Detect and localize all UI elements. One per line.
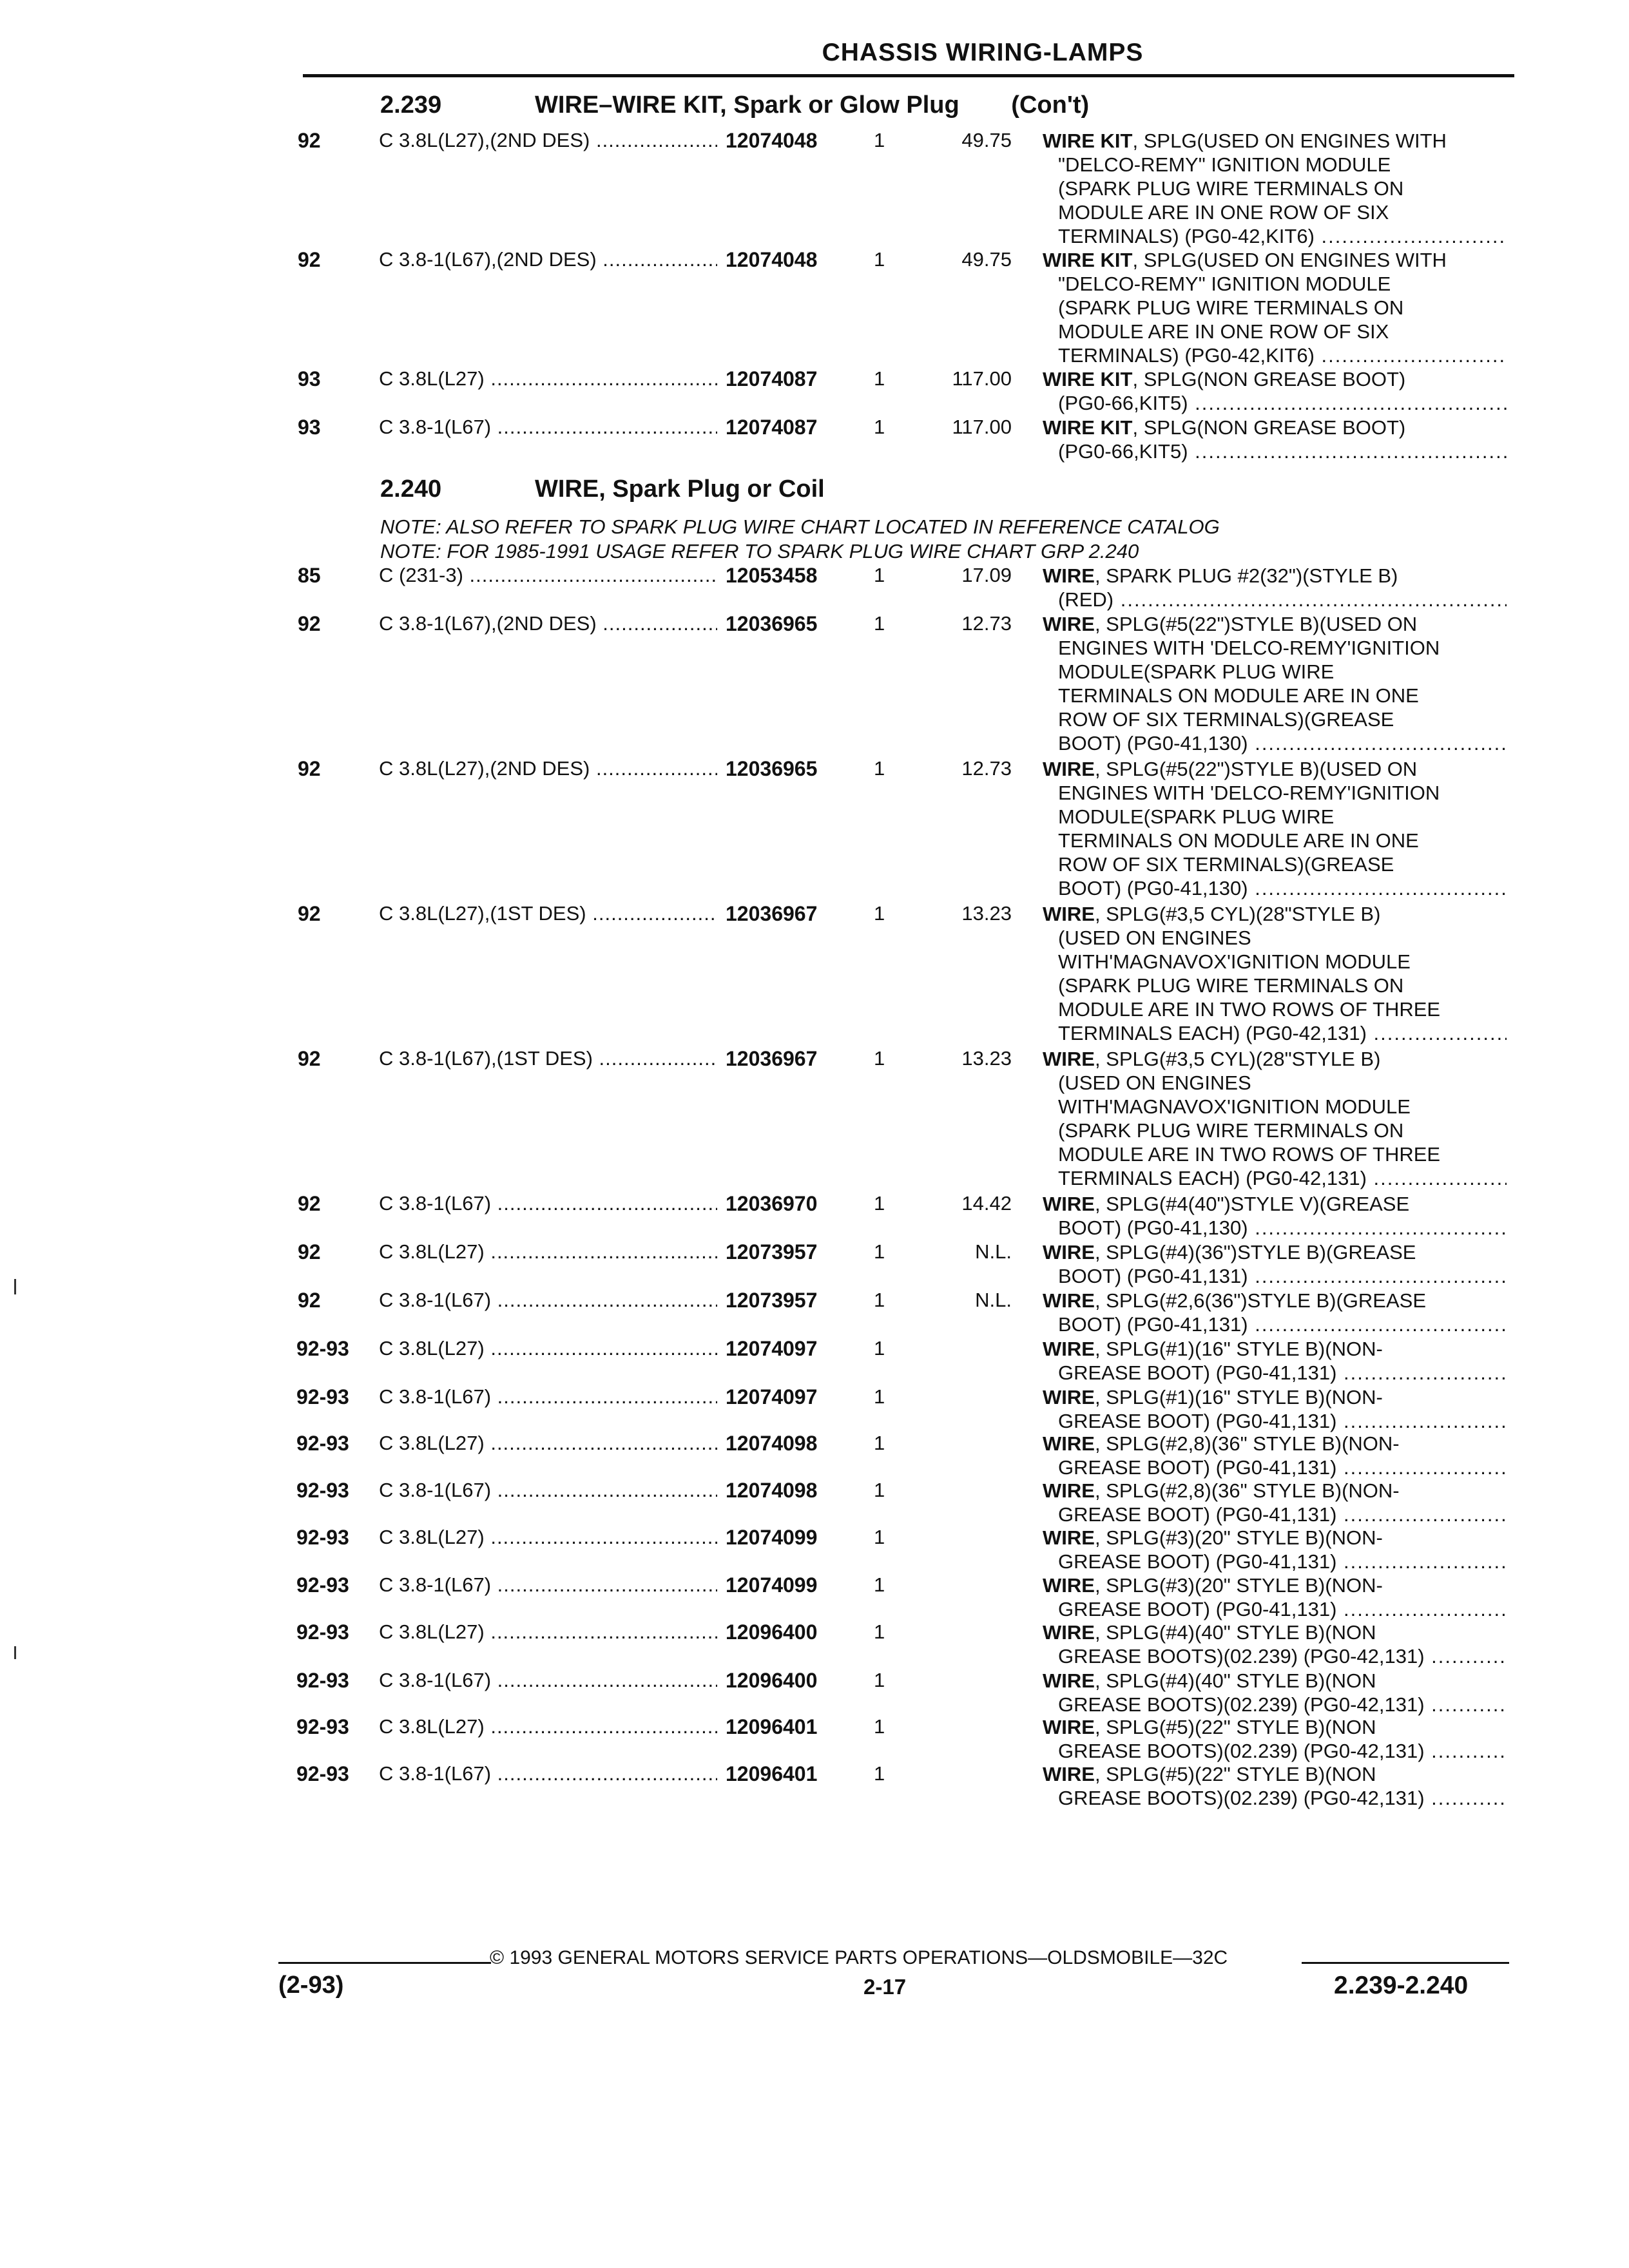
description-lead: WIRE KIT [1043, 368, 1133, 390]
description-lead: WIRE [1043, 903, 1095, 925]
quantity: 1 [874, 1240, 885, 1263]
application: C 3.8-1(L67) ..... [379, 1669, 717, 1692]
section-number: 2.240 [380, 476, 442, 503]
description-line: TERMINALS ON MODULE ARE IN ONE [1058, 684, 1419, 707]
quantity: 1 [874, 1620, 885, 1643]
part-number: 12096400 [726, 1669, 818, 1692]
quantity: 1 [874, 248, 885, 271]
description-line: MODULE(SPARK PLUG WIRE [1058, 805, 1335, 828]
description-text: , SPLG(#4)(40" STYLE B)(NON [1094, 1621, 1376, 1644]
part-number: 12074097 [726, 1385, 818, 1408]
binding-mark [14, 1279, 16, 1294]
description-text: , SPLG(#5)(22" STYLE B)(NON [1094, 1763, 1376, 1785]
quantity: 1 [874, 1669, 885, 1691]
price: N.L. [975, 1240, 1012, 1263]
application: C 3.8-1(L67),(1ST DES) ..... [379, 1047, 717, 1070]
description-line: MODULE ARE IN TWO ROWS OF THREE [1058, 1143, 1441, 1166]
application: C 3.8L(L27) ..... [379, 1620, 717, 1644]
description-line: GREASE BOOTS)(02.239) (PG0-42,131) ..... [1043, 1644, 1507, 1668]
description [1043, 1762, 1507, 1810]
quantity: 1 [874, 1337, 885, 1360]
description-text: , SPLG(#4)(36")STYLE B)(GREASE [1094, 1241, 1416, 1264]
figure-number: 92-93 [296, 1573, 349, 1597]
figure-number: 92-93 [296, 1479, 349, 1502]
part-number: 12074048 [726, 129, 818, 152]
description-line: GREASE BOOT) (PG0-41,131) ..... [1043, 1597, 1507, 1621]
price: 12.73 [961, 757, 1012, 780]
application: C 3.8L(L27),(2ND DES) ..... [379, 757, 717, 780]
figure-number: 92 [298, 1047, 321, 1070]
description-line: GREASE BOOT) (PG0-41,131) ..... [1043, 1503, 1507, 1526]
part-number: 12096401 [726, 1762, 818, 1785]
description-line: GREASE BOOT) (PG0-41,131) ..... [1043, 1409, 1507, 1433]
description-line: GREASE BOOT) (PG0-41,131) ..... [1043, 1456, 1507, 1479]
description [1043, 1240, 1507, 1288]
description [1043, 1385, 1507, 1433]
description-line [1043, 1620, 1507, 1644]
part-number: 12074099 [726, 1526, 818, 1549]
application: C 3.8L(L27) ..... [379, 1240, 717, 1264]
quantity: 1 [874, 1715, 885, 1738]
description-line: "DELCO-REMY" IGNITION MODULE [1058, 273, 1391, 295]
description-line: MODULE ARE IN ONE ROW OF SIX [1058, 201, 1389, 224]
description-lead: WIRE [1043, 613, 1095, 635]
description [1043, 1479, 1507, 1526]
description [1043, 1526, 1507, 1573]
quantity: 1 [874, 1289, 885, 1311]
description-line: (PG0-66,KIT5) ..... [1043, 439, 1507, 463]
description-line: GREASE BOOT) (PG0-41,131) ..... [1043, 1550, 1507, 1573]
description [1043, 1715, 1507, 1763]
description-line [1043, 416, 1507, 439]
application: C 3.8-1(L67) ..... [379, 1762, 717, 1785]
description-line [1043, 367, 1507, 391]
description-line: TERMINALS) (PG0-42,KIT6) ..... [1043, 343, 1507, 367]
section-number: 2.239 [380, 91, 442, 119]
description [1043, 416, 1507, 463]
figure-number: 92 [298, 612, 321, 635]
description [1043, 367, 1507, 415]
description-line [1043, 1240, 1507, 1264]
section-title: WIRE, Spark Plug or Coil [535, 476, 825, 503]
description [1043, 1573, 1507, 1621]
figure-number: 92 [298, 757, 321, 780]
description-line: (SPARK PLUG WIRE TERMINALS ON [1058, 1119, 1404, 1142]
description-line [1043, 1715, 1507, 1739]
description-text: , SPLG(#2,6(36")STYLE B)(GREASE [1094, 1289, 1427, 1312]
description-line [1043, 1479, 1507, 1503]
part-number: 12074098 [726, 1479, 818, 1502]
description-line: (SPARK PLUG WIRE TERMINALS ON [1058, 974, 1404, 997]
description [1043, 1289, 1507, 1336]
quantity: 1 [874, 1385, 885, 1408]
part-number: 12036970 [726, 1192, 818, 1215]
description [1043, 1337, 1507, 1385]
description [1043, 757, 1507, 900]
quantity: 1 [874, 1573, 885, 1596]
header-rule [303, 74, 1514, 77]
part-number: 12036967 [726, 1047, 818, 1070]
price: 117.00 [952, 367, 1012, 390]
quantity: 1 [874, 757, 885, 780]
quantity: 1 [874, 1762, 885, 1785]
description-line: (USED ON ENGINES [1058, 1072, 1251, 1094]
description [1043, 248, 1507, 367]
description-line [1043, 1289, 1507, 1312]
figure-number: 93 [298, 416, 321, 439]
figure-number: 92 [298, 1192, 321, 1215]
description-lead: WIRE [1043, 1669, 1095, 1692]
description-line: BOOT) (PG0-41,131) ..... [1043, 1312, 1507, 1336]
figure-number: 92 [298, 1289, 321, 1312]
description-lead: WIRE [1043, 1432, 1095, 1455]
section-title: WIRE–WIRE KIT, Spark or Glow Plug [535, 91, 959, 119]
description-text: , SPLG(#4(40")STYLE V)(GREASE [1094, 1193, 1410, 1215]
description-line: BOOT) (PG0-41,131) ..... [1043, 1264, 1507, 1288]
description-line: WITH'MAGNAVOX'IGNITION MODULE [1058, 950, 1411, 973]
description-line [1043, 1573, 1507, 1597]
description [1043, 1620, 1507, 1668]
application: C (231-3) ..... [379, 564, 717, 587]
description-line: WITH'MAGNAVOX'IGNITION MODULE [1058, 1095, 1411, 1118]
description-line: TERMINALS EACH) (PG0-42,131) ..... [1043, 1166, 1507, 1190]
figure-number: 93 [298, 367, 321, 390]
description-text: , SPLG(#4)(40" STYLE B)(NON [1094, 1669, 1376, 1692]
figure-number: 92-93 [296, 1620, 349, 1644]
part-number: 12036965 [726, 612, 818, 635]
binding-mark [14, 1646, 16, 1659]
part-number: 12036967 [726, 902, 818, 925]
quantity: 1 [874, 1479, 885, 1501]
quantity: 1 [874, 1192, 885, 1215]
application: C 3.8L(L27) ..... [379, 1526, 717, 1549]
quantity: 1 [874, 1047, 885, 1070]
section-heading-2-239 [380, 91, 1089, 119]
description-lead: WIRE [1043, 1621, 1095, 1644]
description-text: , SPLG(USED ON ENGINES WITH [1132, 130, 1447, 152]
figure-number: 92 [298, 1240, 321, 1264]
description-lead: WIRE [1043, 1241, 1095, 1264]
description-text: , SPLG(#3)(20" STYLE B)(NON- [1094, 1574, 1383, 1597]
figure-number: 92-93 [296, 1385, 349, 1408]
section-heading-2-240 [380, 476, 825, 503]
description-line: (SPARK PLUG WIRE TERMINALS ON [1058, 177, 1404, 200]
application: C 3.8-1(L67) ..... [379, 1573, 717, 1597]
description-text: , SPARK PLUG #2(32")(STYLE B) [1094, 564, 1398, 587]
description-line: MODULE(SPARK PLUG WIRE [1058, 660, 1335, 683]
part-number: 12074099 [726, 1573, 818, 1597]
description-line: BOOT) (PG0-41,130) ..... [1043, 876, 1507, 900]
part-number: 12073957 [726, 1240, 818, 1264]
description-lead: WIRE [1043, 564, 1095, 587]
description-line [1043, 129, 1507, 153]
figure-number: 92 [298, 248, 321, 271]
description-lead: WIRE [1043, 1386, 1095, 1408]
description-lead: WIRE [1043, 1193, 1095, 1215]
description-line [1043, 757, 1507, 781]
quantity: 1 [874, 367, 885, 390]
description-text: , SPLG(NON GREASE BOOT) [1132, 416, 1406, 439]
figure-number: 85 [298, 564, 321, 587]
description-text: , SPLG(#1)(16" STYLE B)(NON- [1094, 1338, 1383, 1360]
part-number: 12074048 [726, 248, 818, 271]
application: C 3.8L(L27) ..... [379, 1432, 717, 1455]
application: C 3.8L(L27) ..... [379, 1715, 717, 1738]
part-number: 12073957 [726, 1289, 818, 1312]
footer-rule-left [278, 1962, 491, 1964]
figure-number: 92-93 [296, 1337, 349, 1360]
footer-rule-right [1302, 1962, 1509, 1964]
part-number: 12096401 [726, 1715, 818, 1738]
description-lead: WIRE [1043, 1526, 1095, 1549]
application: C 3.8-1(L67) ..... [379, 1479, 717, 1502]
description-line [1043, 1385, 1507, 1409]
description-line: BOOT) (PG0-41,130) ..... [1043, 731, 1507, 755]
quantity: 1 [874, 129, 885, 151]
quantity: 1 [874, 1526, 885, 1548]
figure-number: 92 [298, 129, 321, 152]
part-number: 12096400 [726, 1620, 818, 1644]
application: C 3.8L(L27) ..... [379, 1337, 717, 1360]
application: C 3.8-1(L67),(2ND DES) ..... [379, 248, 717, 271]
description-line: GREASE BOOTS)(02.239) (PG0-42,131) ..... [1043, 1739, 1507, 1763]
part-number: 12074087 [726, 416, 818, 439]
price: 13.23 [961, 1047, 1012, 1070]
price: 117.00 [952, 416, 1012, 438]
quantity: 1 [874, 612, 885, 635]
description-line: GREASE BOOTS)(02.239) (PG0-42,131) ..... [1043, 1693, 1507, 1716]
application: C 3.8-1(L67) ..... [379, 1192, 717, 1215]
application: C 3.8L(L27),(2ND DES) ..... [379, 129, 717, 152]
description-line: (PG0-66,KIT5) ..... [1043, 391, 1507, 415]
part-number: 12074087 [726, 367, 818, 390]
price: N.L. [975, 1289, 1012, 1311]
description-line [1043, 248, 1507, 272]
description-text: , SPLG(NON GREASE BOOT) [1132, 368, 1406, 390]
description-line: MODULE ARE IN ONE ROW OF SIX [1058, 320, 1389, 343]
description-text: , SPLG(#2,8)(36" STYLE B)(NON- [1094, 1432, 1400, 1455]
quantity: 1 [874, 564, 885, 586]
description [1043, 1047, 1507, 1190]
description-line [1043, 1047, 1507, 1071]
description [1043, 1432, 1507, 1479]
description-line [1043, 1526, 1507, 1550]
description-line: TERMINALS) (PG0-42,KIT6) ..... [1043, 224, 1507, 248]
description-line: TERMINALS ON MODULE ARE IN ONE [1058, 829, 1419, 852]
application: C 3.8-1(L67) ..... [379, 416, 717, 439]
description [1043, 129, 1507, 248]
description [1043, 902, 1507, 1045]
description-line: (USED ON ENGINES [1058, 927, 1251, 949]
description-line: GREASE BOOT) (PG0-41,131) ..... [1043, 1361, 1507, 1385]
description-line [1043, 1669, 1507, 1693]
description-line: (RED) ..... [1043, 588, 1507, 611]
description-line [1043, 1337, 1507, 1361]
description-text: , SPLG(#5(22")STYLE B)(USED ON [1094, 613, 1418, 635]
description-line [1043, 1762, 1507, 1786]
figure-number: 92 [298, 902, 321, 925]
description-text: , SPLG(#2,8)(36" STYLE B)(NON- [1094, 1479, 1400, 1502]
part-number: 12036965 [726, 757, 818, 780]
description-lead: WIRE [1043, 1338, 1095, 1360]
description-lead: WIRE KIT [1043, 416, 1133, 439]
description-line: (SPARK PLUG WIRE TERMINALS ON [1058, 296, 1404, 319]
figure-number: 92-93 [296, 1762, 349, 1785]
description-lead: WIRE [1043, 758, 1095, 780]
application: C 3.8-1(L67) ..... [379, 1289, 717, 1312]
description-line [1043, 564, 1507, 588]
description-lead: WIRE [1043, 1716, 1095, 1738]
description-line [1043, 1192, 1507, 1216]
description [1043, 1669, 1507, 1716]
footer-copyright: © 1993 GENERAL MOTORS SERVICE PARTS OPERATIONS—OLDSMOBILE—32C [490, 1947, 1228, 1968]
description-line: MODULE ARE IN TWO ROWS OF THREE [1058, 998, 1441, 1021]
description-text: , SPLG(#5(22")STYLE B)(USED ON [1094, 758, 1418, 780]
description-lead: WIRE KIT [1043, 249, 1133, 271]
figure-number: 92-93 [296, 1669, 349, 1692]
quantity: 1 [874, 416, 885, 438]
description-lead: WIRE [1043, 1048, 1095, 1070]
description-text: , SPLG(USED ON ENGINES WITH [1132, 249, 1447, 271]
description [1043, 564, 1507, 611]
page-title: CHASSIS WIRING-LAMPS [822, 39, 1144, 66]
footer-group-range: 2.239-2.240 [1334, 1972, 1469, 1999]
description-line: ROW OF SIX TERMINALS)(GREASE [1058, 853, 1394, 876]
description-line: "DELCO-REMY" IGNITION MODULE [1058, 153, 1391, 176]
description-line [1043, 902, 1507, 926]
description-line: ENGINES WITH 'DELCO-REMY'IGNITION [1058, 782, 1440, 804]
description-line: TERMINALS EACH) (PG0-42,131) ..... [1043, 1021, 1507, 1045]
quantity: 1 [874, 902, 885, 925]
price: 49.75 [961, 129, 1012, 151]
application: C 3.8L(L27),(1ST DES) ..... [379, 902, 717, 925]
description-line: GREASE BOOTS)(02.239) (PG0-42,131) ..... [1043, 1786, 1507, 1810]
description-lead: WIRE KIT [1043, 130, 1133, 152]
description-lead: WIRE [1043, 1289, 1095, 1312]
footer-page-number: 2-17 [863, 1975, 907, 1999]
section-note: NOTE: ALSO REFER TO SPARK PLUG WIRE CHART LOCATED IN REFERENCE CATALOG [380, 515, 1220, 538]
quantity: 1 [874, 1432, 885, 1454]
section-continued: (Con't) [1011, 91, 1090, 119]
part-number: 12074098 [726, 1432, 818, 1455]
footer-date-code: (2-93) [278, 1972, 344, 1999]
description-line [1043, 612, 1507, 636]
application: C 3.8L(L27) ..... [379, 367, 717, 390]
description-line: ROW OF SIX TERMINALS)(GREASE [1058, 708, 1394, 731]
price: 49.75 [961, 248, 1012, 271]
description [1043, 612, 1507, 755]
section-note: NOTE: FOR 1985-1991 USAGE REFER TO SPARK PLUG WIRE CHART GRP 2.240 [380, 540, 1139, 562]
application: C 3.8-1(L67) ..... [379, 1385, 717, 1408]
description-text: , SPLG(#3)(20" STYLE B)(NON- [1094, 1526, 1383, 1549]
price: 17.09 [961, 564, 1012, 586]
part-number: 12053458 [726, 564, 818, 587]
description-line: ENGINES WITH 'DELCO-REMY'IGNITION [1058, 637, 1440, 659]
description-lead: WIRE [1043, 1574, 1095, 1597]
description [1043, 1192, 1507, 1240]
description-lead: WIRE [1043, 1763, 1095, 1785]
description-line [1043, 1432, 1507, 1456]
description-text: , SPLG(#3,5 CYL)(28"STYLE B) [1094, 1048, 1381, 1070]
figure-number: 92-93 [296, 1526, 349, 1549]
figure-number: 92-93 [296, 1715, 349, 1738]
price: 12.73 [961, 612, 1012, 635]
price: 14.42 [961, 1192, 1012, 1215]
price: 13.23 [961, 902, 1012, 925]
part-number: 12074097 [726, 1337, 818, 1360]
description-text: , SPLG(#1)(16" STYLE B)(NON- [1094, 1386, 1383, 1408]
figure-number: 92-93 [296, 1432, 349, 1455]
description-lead: WIRE [1043, 1479, 1095, 1502]
description-text: , SPLG(#5)(22" STYLE B)(NON [1094, 1716, 1376, 1738]
application: C 3.8-1(L67),(2ND DES) ..... [379, 612, 717, 635]
description-line: BOOT) (PG0-41,130) ..... [1043, 1216, 1507, 1240]
description-text: , SPLG(#3,5 CYL)(28"STYLE B) [1094, 903, 1381, 925]
